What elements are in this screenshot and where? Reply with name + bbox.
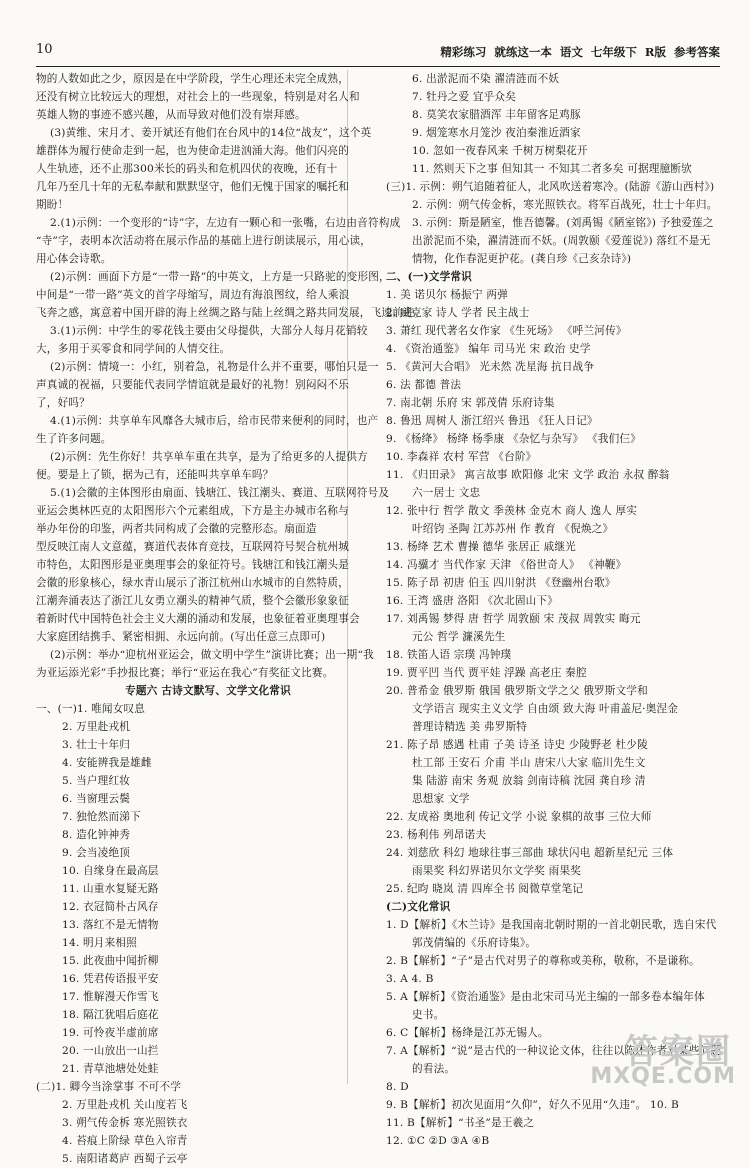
answer-line: 大家庭团结携手、紧密相拥、永远向前。(写出任意三点即可): [36, 631, 326, 643]
answer-line: 4. 《资治通鉴》 编年 司马光 宋 政治 史学: [386, 343, 591, 355]
answer-line: 元公 哲学 濂溪先生: [412, 631, 506, 643]
answer-line: 5. 《黄河大合唱》 光未然 冼星海 抗日战争: [386, 361, 595, 373]
answer-line: 19. 贾平凹 当代 贾平娃 浮躁 高老庄 秦腔: [386, 667, 587, 679]
answer-line: 市特色，太阳图形是亚奥理事会的象征符号。钱塘江和钱江潮头是: [36, 559, 350, 571]
answer-line: 8. D: [386, 1081, 409, 1093]
answer-line: 举办年份的印鉴，两者共同构成了会徽的完整形态。扇面造: [36, 523, 317, 535]
answer-line: 8. 造化钟神秀: [62, 829, 131, 841]
answer-line: 11. 山重水复疑无路: [62, 883, 159, 895]
page-header: [36, 36, 720, 67]
answer-line: 出淤泥而不染，濯清涟而不妖。(周敦颐《爱莲说》) 落红不是无: [412, 235, 711, 247]
answer-line: 集 陆游 南宋 务观 放翁 剑南诗稿 沈园 龚自珍 清: [412, 775, 646, 787]
answer-line: 4. 苔痕上阶绿 草色入帘青: [62, 1135, 188, 1147]
answer-line: 3. 萧红 现代著名女作家 《生死场》 《呼兰河传》: [386, 325, 627, 337]
answer-line: 思想家 文学: [412, 793, 470, 805]
answer-line: 文学语言 现实主义文学 自由颂 致大海 叶甫盖尼·奥涅金: [412, 703, 679, 715]
answer-line: 史书。: [412, 1009, 445, 1021]
answer-line: 亚运会奥林匹克的太阳图形六个元素组成，下方是主办城市名称与: [36, 505, 350, 517]
answer-line: 2. 示例：朔气传金柝，寒光照铁衣。将军百战死，壮士十年归。: [412, 199, 718, 211]
answer-line: 9. 会当凌绝顶: [62, 847, 131, 859]
answer-line: 7. 南北朝 乐府 宋 郭茂倩 乐府诗集: [386, 397, 555, 409]
answer-line: 9. 《杨绛》 杨绛 杨季康 《杂忆与杂写》 《我们仨》: [386, 433, 642, 445]
answer-line: 24. 刘慈欣 科幻 地球往事三部曲 球状闪电 超新星纪元 三体: [386, 847, 674, 859]
answer-line: 15. 陈子昂 初唐 伯玉 四川射洪 《登幽州台歌》: [386, 577, 616, 589]
answer-line: 1. 美 诺贝尔 杨振宁 两弹: [386, 289, 508, 301]
answer-line: 叶绍钧 圣陶 江苏苏州 作 教育 《倪焕之》: [412, 523, 614, 535]
answer-line: (三)1. 示例：朔气追随着征人，北风吹送着寒冷。(陆游《游山西村》): [386, 181, 715, 193]
answer-line: 9. 烟笼寒水月笼沙 夜泊秦淮近酒家: [412, 127, 581, 139]
answer-line: (3)黄维、宋月才、姜开斌还有他们在台风中的14位“战友”，这个英: [50, 127, 372, 139]
answer-line: 一、(一)1. 唯闻女叹息: [36, 703, 146, 715]
watermark-url: MXQE.COM: [590, 1064, 736, 1089]
answer-line: 杜工部 王安石 介甫 半山 唐宋八大家 临川先生文: [412, 757, 646, 769]
answer-line: 18. 隔江犹唱后庭花: [62, 1009, 159, 1021]
answer-line: 10. 忽如一夜春风来 千树万树梨花开: [412, 145, 588, 157]
answer-line: 2. B【解析】“子”是古代对男子的尊称或美称，敬称，不是谦称。: [386, 955, 700, 967]
answer-line: 会徽的形象核心，绿水青山展示了浙江杭州山水城市的自然特质，: [36, 577, 350, 589]
answer-line: 英雄人物的事迹不感兴趣，从而导致对他们没有崇拜感。: [36, 109, 306, 121]
answer-line: 13. 杨绛 艺术 曹操 德华 张居正 戚继光: [386, 541, 576, 553]
answer-line: 5. 南阳诸葛庐 西蜀子云亭: [62, 1153, 188, 1165]
answer-line: 了，好吗？: [36, 397, 90, 409]
answer-line: 11. 然则天下之事 但知其一 不知其二者多矣 可据理臆断欤: [412, 163, 692, 175]
watermark: [592, 1024, 742, 1094]
answer-line: 情物，化作春泥更护花。(龚自珍《己亥杂诗》): [412, 253, 632, 265]
answer-line: 六一居士 文忠: [412, 487, 481, 499]
answer-line: 7. 独怆然而涕下: [62, 811, 141, 823]
answer-line: 3. 朔气传金柝 寒光照铁衣: [62, 1117, 188, 1129]
section-heading: (二)文化常识: [386, 901, 451, 913]
answer-line: 声真诚的祝福，只要能代表同学情谊就是最好的礼物！别闷闷不乐: [36, 379, 350, 391]
section-heading: 专题六 古诗文默写、文学文化常识: [125, 685, 291, 697]
answer-line: 用心体会诗歌。: [36, 253, 112, 265]
answer-line: 2. 万里赴戎机: [62, 721, 131, 733]
answer-line: 11. B【解析】“书圣”是王羲之: [386, 1117, 535, 1129]
answer-line: (2)示例：画面下方是“一带一路”的中英文，上方是一只路驼的变形图，: [50, 271, 390, 283]
answer-line: 的看法。: [412, 1063, 456, 1075]
answer-line: 着新时代中国特色社会主义大潮的涌动和发展，也象征着亚奥理事会: [36, 613, 360, 625]
answer-line: 3.(1)示例：中学生的零花钱主要由父母提供，大部分人每月花销较: [50, 325, 368, 337]
answer-line: 1. D【解析】《木兰诗》是我国南北朝时期的一首北朝民歌，选自宋代: [386, 919, 717, 931]
answer-line: 期盼！: [36, 199, 69, 211]
right-column: [386, 70, 720, 1150]
answer-line: 2. 臧克家 诗人 学者 民主战士: [386, 307, 530, 319]
answer-line: 5. 当户理红妆: [62, 775, 131, 787]
answer-line: 22. 友成裕 奥地利 传记文学 小说 象棋的故事 三位大师: [386, 811, 652, 823]
answer-line: 4. 安能辨我是雄雌: [62, 757, 152, 769]
answer-line: 2. 万里赴戎机 关山度若飞: [62, 1099, 188, 1111]
answer-line: 25. 纪昀 晓岚 清 四库全书 阅微草堂笔记: [386, 883, 584, 895]
answer-line: 20. 普希金 俄罗斯 俄国 俄罗斯文学之父 俄罗斯文学和: [386, 685, 648, 697]
answer-line: 15. 此夜曲中闻折柳: [62, 955, 159, 967]
answer-line: 21. 青草池塘处处蛙: [62, 1063, 159, 1075]
answer-line: 物的人数如此之少，原因是在中学阶段，学生心理还未完全成熟，: [36, 73, 350, 85]
answer-line: 飞奔之感，寓意着中国开辟的海上丝绸之路与陆上丝绸之路共同发展，飞速前进。: [36, 307, 425, 319]
answer-line: 23. 杨利伟 列昂诺夫: [386, 829, 487, 841]
answer-line: 5.(1)会徽的主体图形由扇面、钱塘江、钱江潮头、赛道、互联网符号及: [50, 487, 390, 499]
answer-line: 中间是“一带一路”英文的首字母缩写，周边有海浪图纹，给人乘浪: [36, 289, 350, 301]
answer-line: 19. 可怜夜半虚前席: [62, 1027, 159, 1039]
answer-line: (2)示例：举办“迎杭州亚运会，做文明中学生”演讲比赛；出一期“我: [50, 649, 374, 661]
section-heading: 二、(一)文学常识: [386, 271, 472, 283]
answer-line: 11. 《归田录》 寓言故事 欧阳修 北宋 文学 政治 永叔 醉翁: [386, 469, 670, 481]
answer-line: 7. A【解析】“说”是古代的一种议论文体，往往以陈述作者对某些问题: [386, 1045, 722, 1057]
answer-line: 10. 李森祥 农村 军营 《台阶》: [386, 451, 537, 463]
answer-line: 9. B【解析】初次见面用“久仰”，好久不见用“久违”。 10. B: [386, 1099, 679, 1111]
answer-line: “寺”字，表明本次活动将在展示作品的基础上进行朗读展示，用心读，: [36, 235, 372, 247]
answer-line: 17. 刘禹锡 梦得 唐 哲学 周敦颐 宋 茂叔 周敦实 晦元: [386, 613, 641, 625]
answer-line: 6. 出淤泥而不染 濯清涟而不妖: [412, 73, 560, 85]
answer-line: 3. 壮士十年归: [62, 739, 131, 751]
answer-line: 大，多用于买零食和同学间的人情交往。: [36, 343, 231, 355]
page-number: 10: [36, 42, 53, 57]
answer-line: 10. 自缘身在最高层: [62, 865, 159, 877]
answer-line: (2)示例：先生你好！共享单车重在共享，是为了给更多的人提供方: [50, 451, 368, 463]
answer-line: (2)示例：情境一：小红，别着急，礼物是什么并不重要，哪怕只是一: [50, 361, 379, 373]
answer-line: 6. C【解析】杨绛是江苏无锡人。: [386, 1027, 549, 1039]
answer-line: 16. 王湾 盛唐 洛阳 《次北固山下》: [386, 595, 559, 607]
answer-line: 为亚运添光彩”手抄报比赛；举行“亚运在我心”有奖征文比赛。: [36, 667, 334, 679]
answer-line: 16. 凭君传语报平安: [62, 973, 159, 985]
answer-line: 21. 陈子昂 感遇 杜甫 子美 诗圣 诗史 少陵野老 杜少陵: [386, 739, 648, 751]
answer-line: 几年乃至几十年的无私奉献和默默坚守，他们无愧于国家的嘱托和: [36, 181, 350, 193]
watermark-logo-text: 答案圈: [624, 1032, 732, 1072]
answer-line: 12. 张中行 哲学 散文 季羡林 金克木 商人 逸人 厚实: [386, 505, 638, 517]
answer-line: 3. A 4. B: [386, 973, 434, 985]
answer-line: 4.(1)示例：共享单车风靡各大城市后，给市民带来便利的同时，也产: [50, 415, 379, 427]
answer-line: 6. 当窗理云鬓: [62, 793, 131, 805]
answer-line: 20. 一山放出一山拦: [62, 1045, 159, 1057]
answer-line: 雨果奖 科幻界诺贝尔文学奖 雨果奖: [412, 865, 582, 877]
answer-line: 3. 示例：斯是陋室，惟吾德馨。(刘禹锡《陋室铭》) 予独爱莲之: [412, 217, 714, 229]
answer-line: 13. 落红不是无情物: [62, 919, 159, 931]
answer-line: 还没有树立比较远大的理想，对社会上的一些现象，特别是对名人和: [36, 91, 360, 103]
answer-line: 7. 牡丹之爱 宜乎众矣: [412, 91, 516, 103]
answer-columns: [36, 70, 722, 1165]
answer-line: 江潮奔涌表达了浙江儿女勇立潮头的精神气质，整个会徽形象象征: [36, 595, 350, 607]
running-title: 精彩练习 就练这一本 语文 七年级下 R版 参考答案: [440, 45, 720, 59]
answer-line: 郭茂倩编的《乐府诗集》。: [412, 937, 537, 949]
answer-line: 8. 莫笑农家腊酒浑 丰年留客足鸡豚: [412, 109, 581, 121]
answer-line: 14. 明月来相照: [62, 937, 137, 949]
answer-line: 人生轨迹，还不止那300米长的码头和危机四伏的夜晚，还有十: [36, 163, 338, 175]
answer-line: 12. ①C ②D ③A ④B: [386, 1135, 490, 1147]
answer-line: 14. 冯骥才 当代作家 天津 《俗世奇人》 《神鞭》: [386, 559, 627, 571]
answer-line: 便。要是上了锁，据为己有，还能叫共享单车吗？: [36, 469, 274, 481]
answer-line: 17. 惟解漫天作雪飞: [62, 991, 159, 1003]
answer-line: 生了许多问题。: [36, 433, 112, 445]
answer-line: 12. 衣冠简朴古风存: [62, 901, 159, 913]
answer-line: (二)1. 卿今当涂掌事 不可不学: [36, 1081, 182, 1093]
answer-line: 2.(1)示例：一个变形的“诗”字，左边有一颗心和一张嘴，右边由音符构成: [50, 217, 401, 229]
answer-line: 18. 铁笛人语 宗璞 冯钟璞: [386, 649, 512, 661]
answer-line: 8. 鲁迅 周树人 浙江绍兴 鲁迅 《狂人日记》: [386, 415, 598, 427]
answer-line: 6. 法 都德 普法: [386, 379, 462, 391]
answer-line: 普理诗精选 美 弗罗斯特: [412, 721, 528, 733]
answer-line: 5. A【解析】《资治通鉴》是由北宋司马光主编的一部多卷本编年体: [386, 991, 705, 1003]
answer-line: 雄群体为履行使命走到一起，也为使命走进汹涌大海。他们闪亮的: [36, 145, 350, 157]
answer-line: 型反映江南人文意蕴，赛道代表体育竞技，互联网符号契合杭州城: [36, 541, 350, 553]
